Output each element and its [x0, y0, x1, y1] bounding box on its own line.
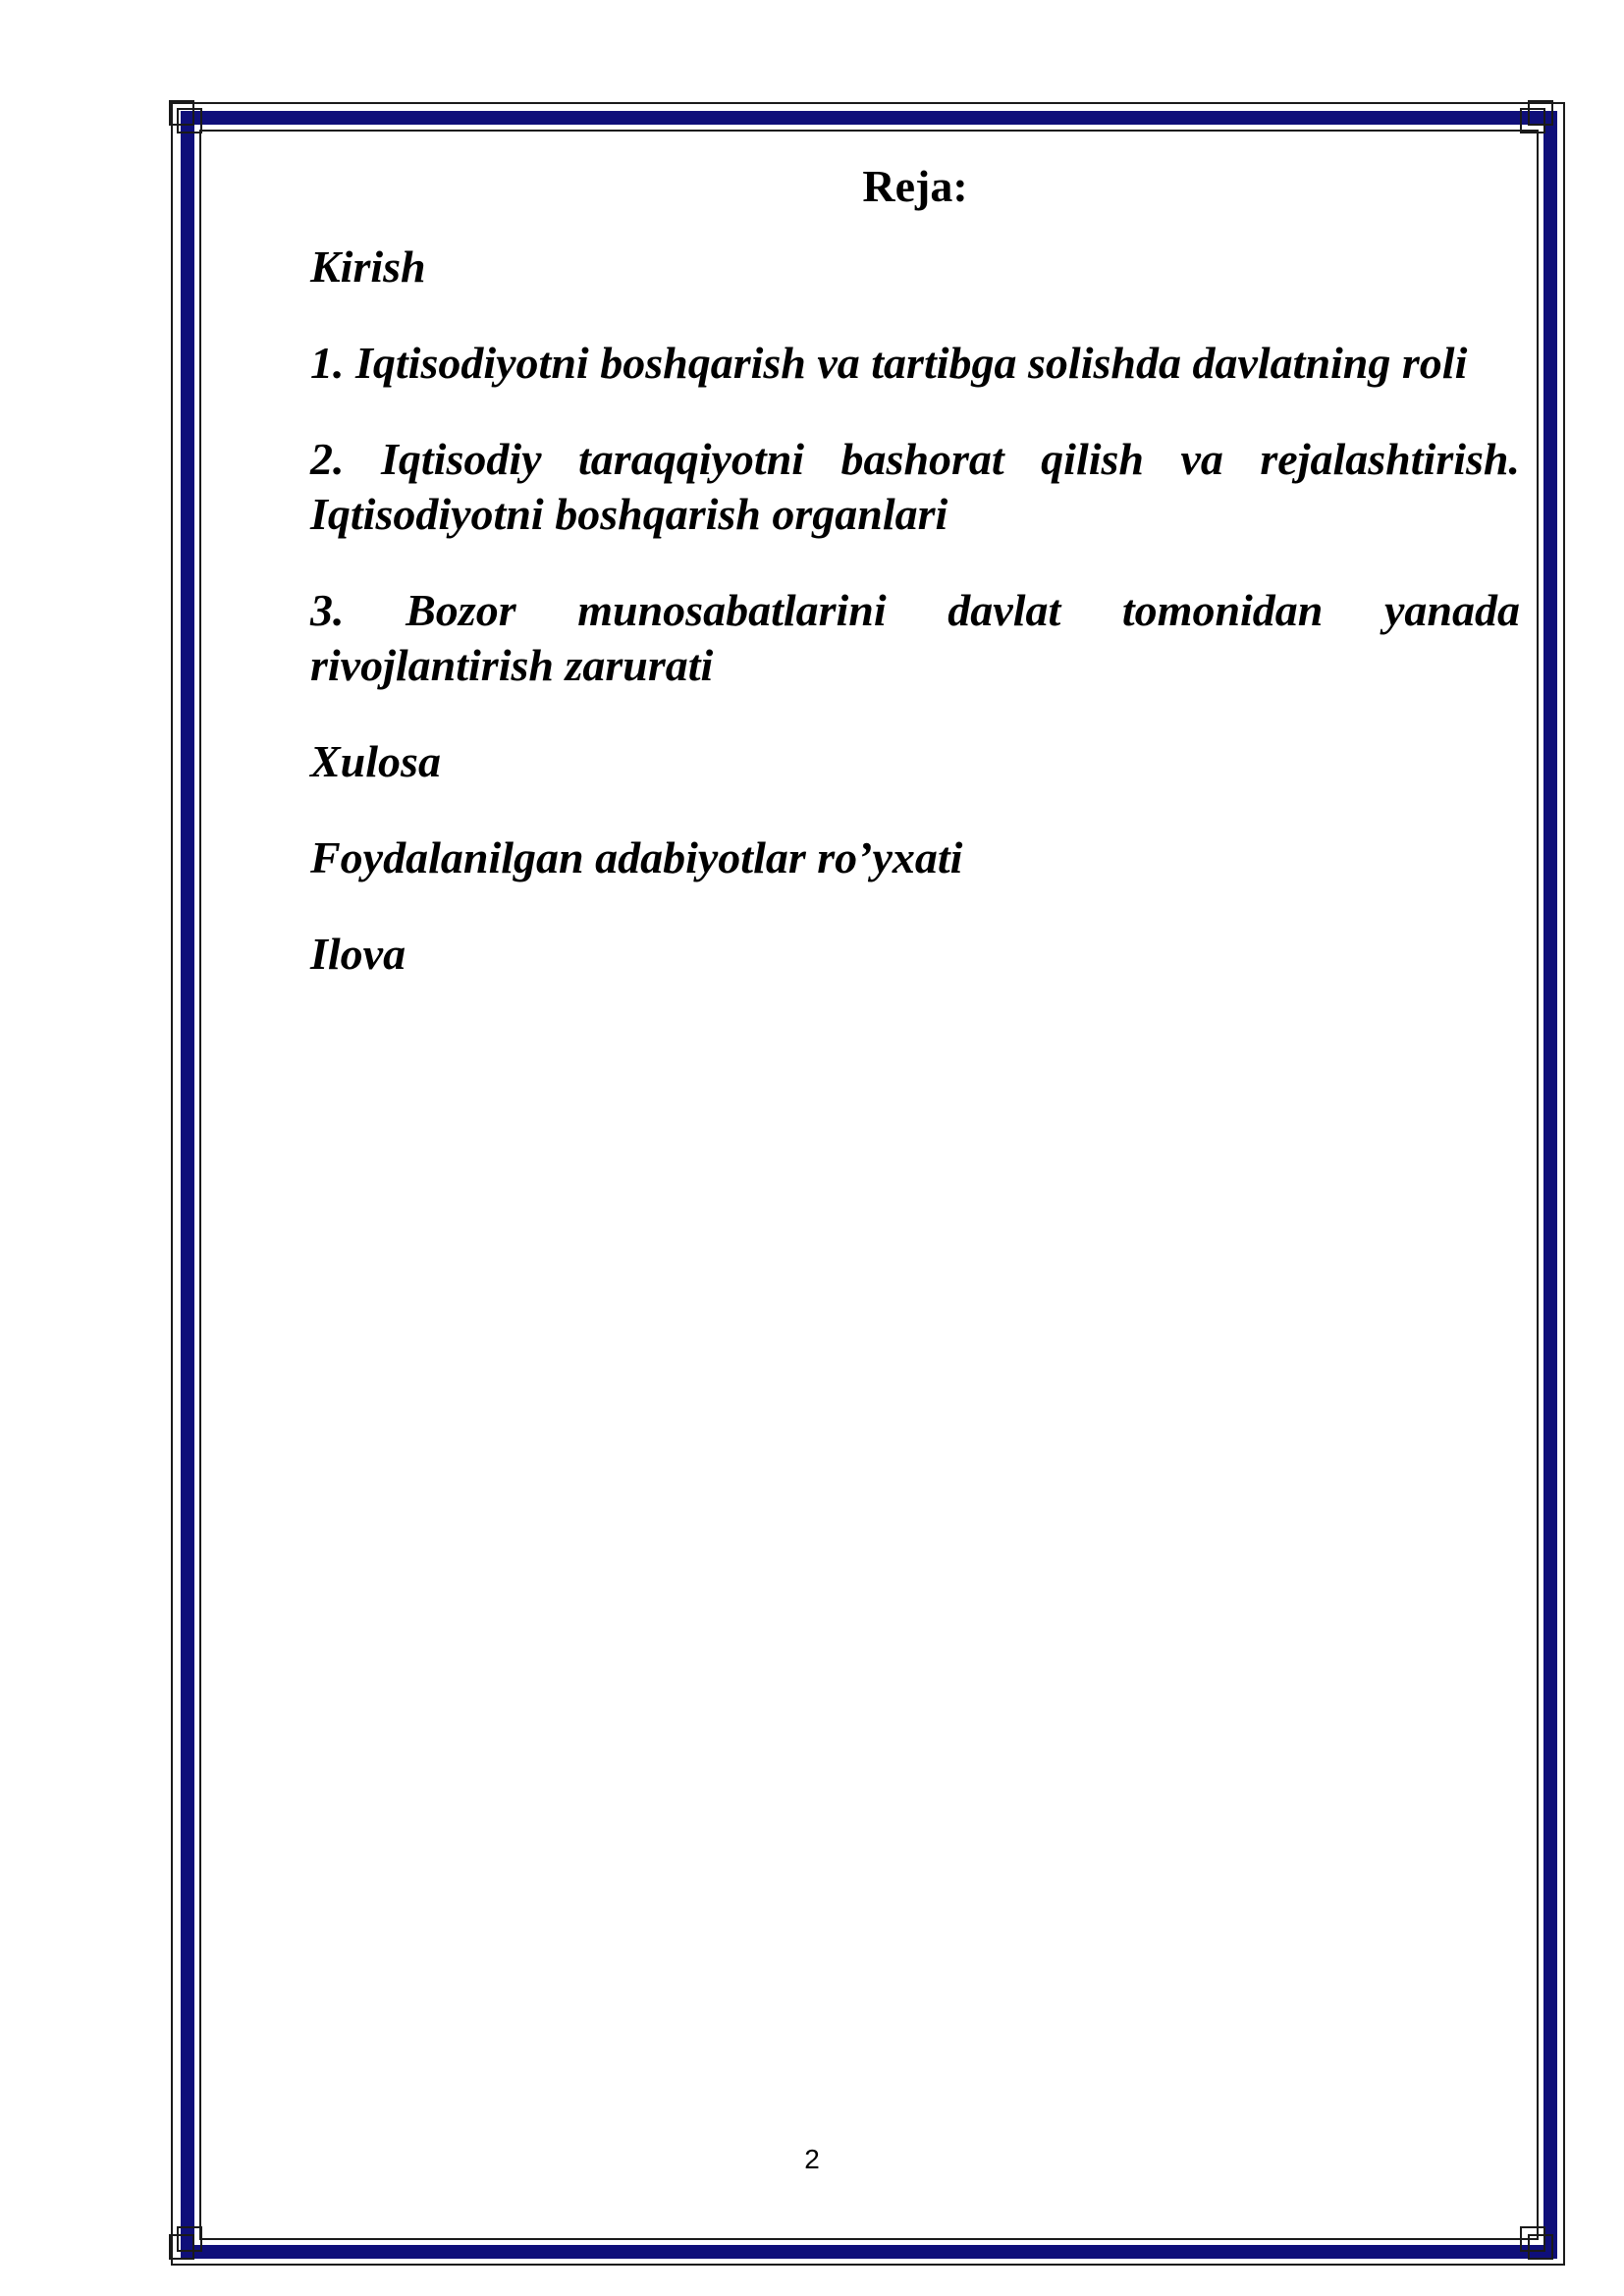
plan-item-references: Foydalanilgan adabiyotlar ro’yxati — [310, 832, 963, 882]
page-number: 2 — [804, 2144, 820, 2174]
document-content — [310, 149, 1520, 1023]
page-title: Reja: — [862, 161, 968, 211]
plan-item-chapter-2: 2. Iqtisodiy taraqqiyotni bashorat qilish va rejalashtirish. Iqtisodiyotni boshqarish organlari — [310, 434, 1520, 539]
corner-ornament-bottom-right — [1520, 2226, 1553, 2260]
plan-item-chapter-1: 1. Iqtisodiyotni boshqarish va tartibga solishda davlatning roli — [310, 338, 1468, 388]
corner-ornament-top-right — [1520, 100, 1553, 133]
plan-item-conclusion: Xulosa — [310, 736, 441, 786]
plan-item-chapter-3: 3. Bozor munosabatlarini davlat tomonidan yanada rivojlantirish zarurati — [310, 585, 1520, 690]
plan-item-appendix: Ilova — [310, 929, 406, 979]
corner-ornament-top-left — [169, 100, 202, 133]
plan-item-introduction: Kirish — [310, 241, 426, 292]
corner-ornament-bottom-left — [169, 2226, 202, 2260]
